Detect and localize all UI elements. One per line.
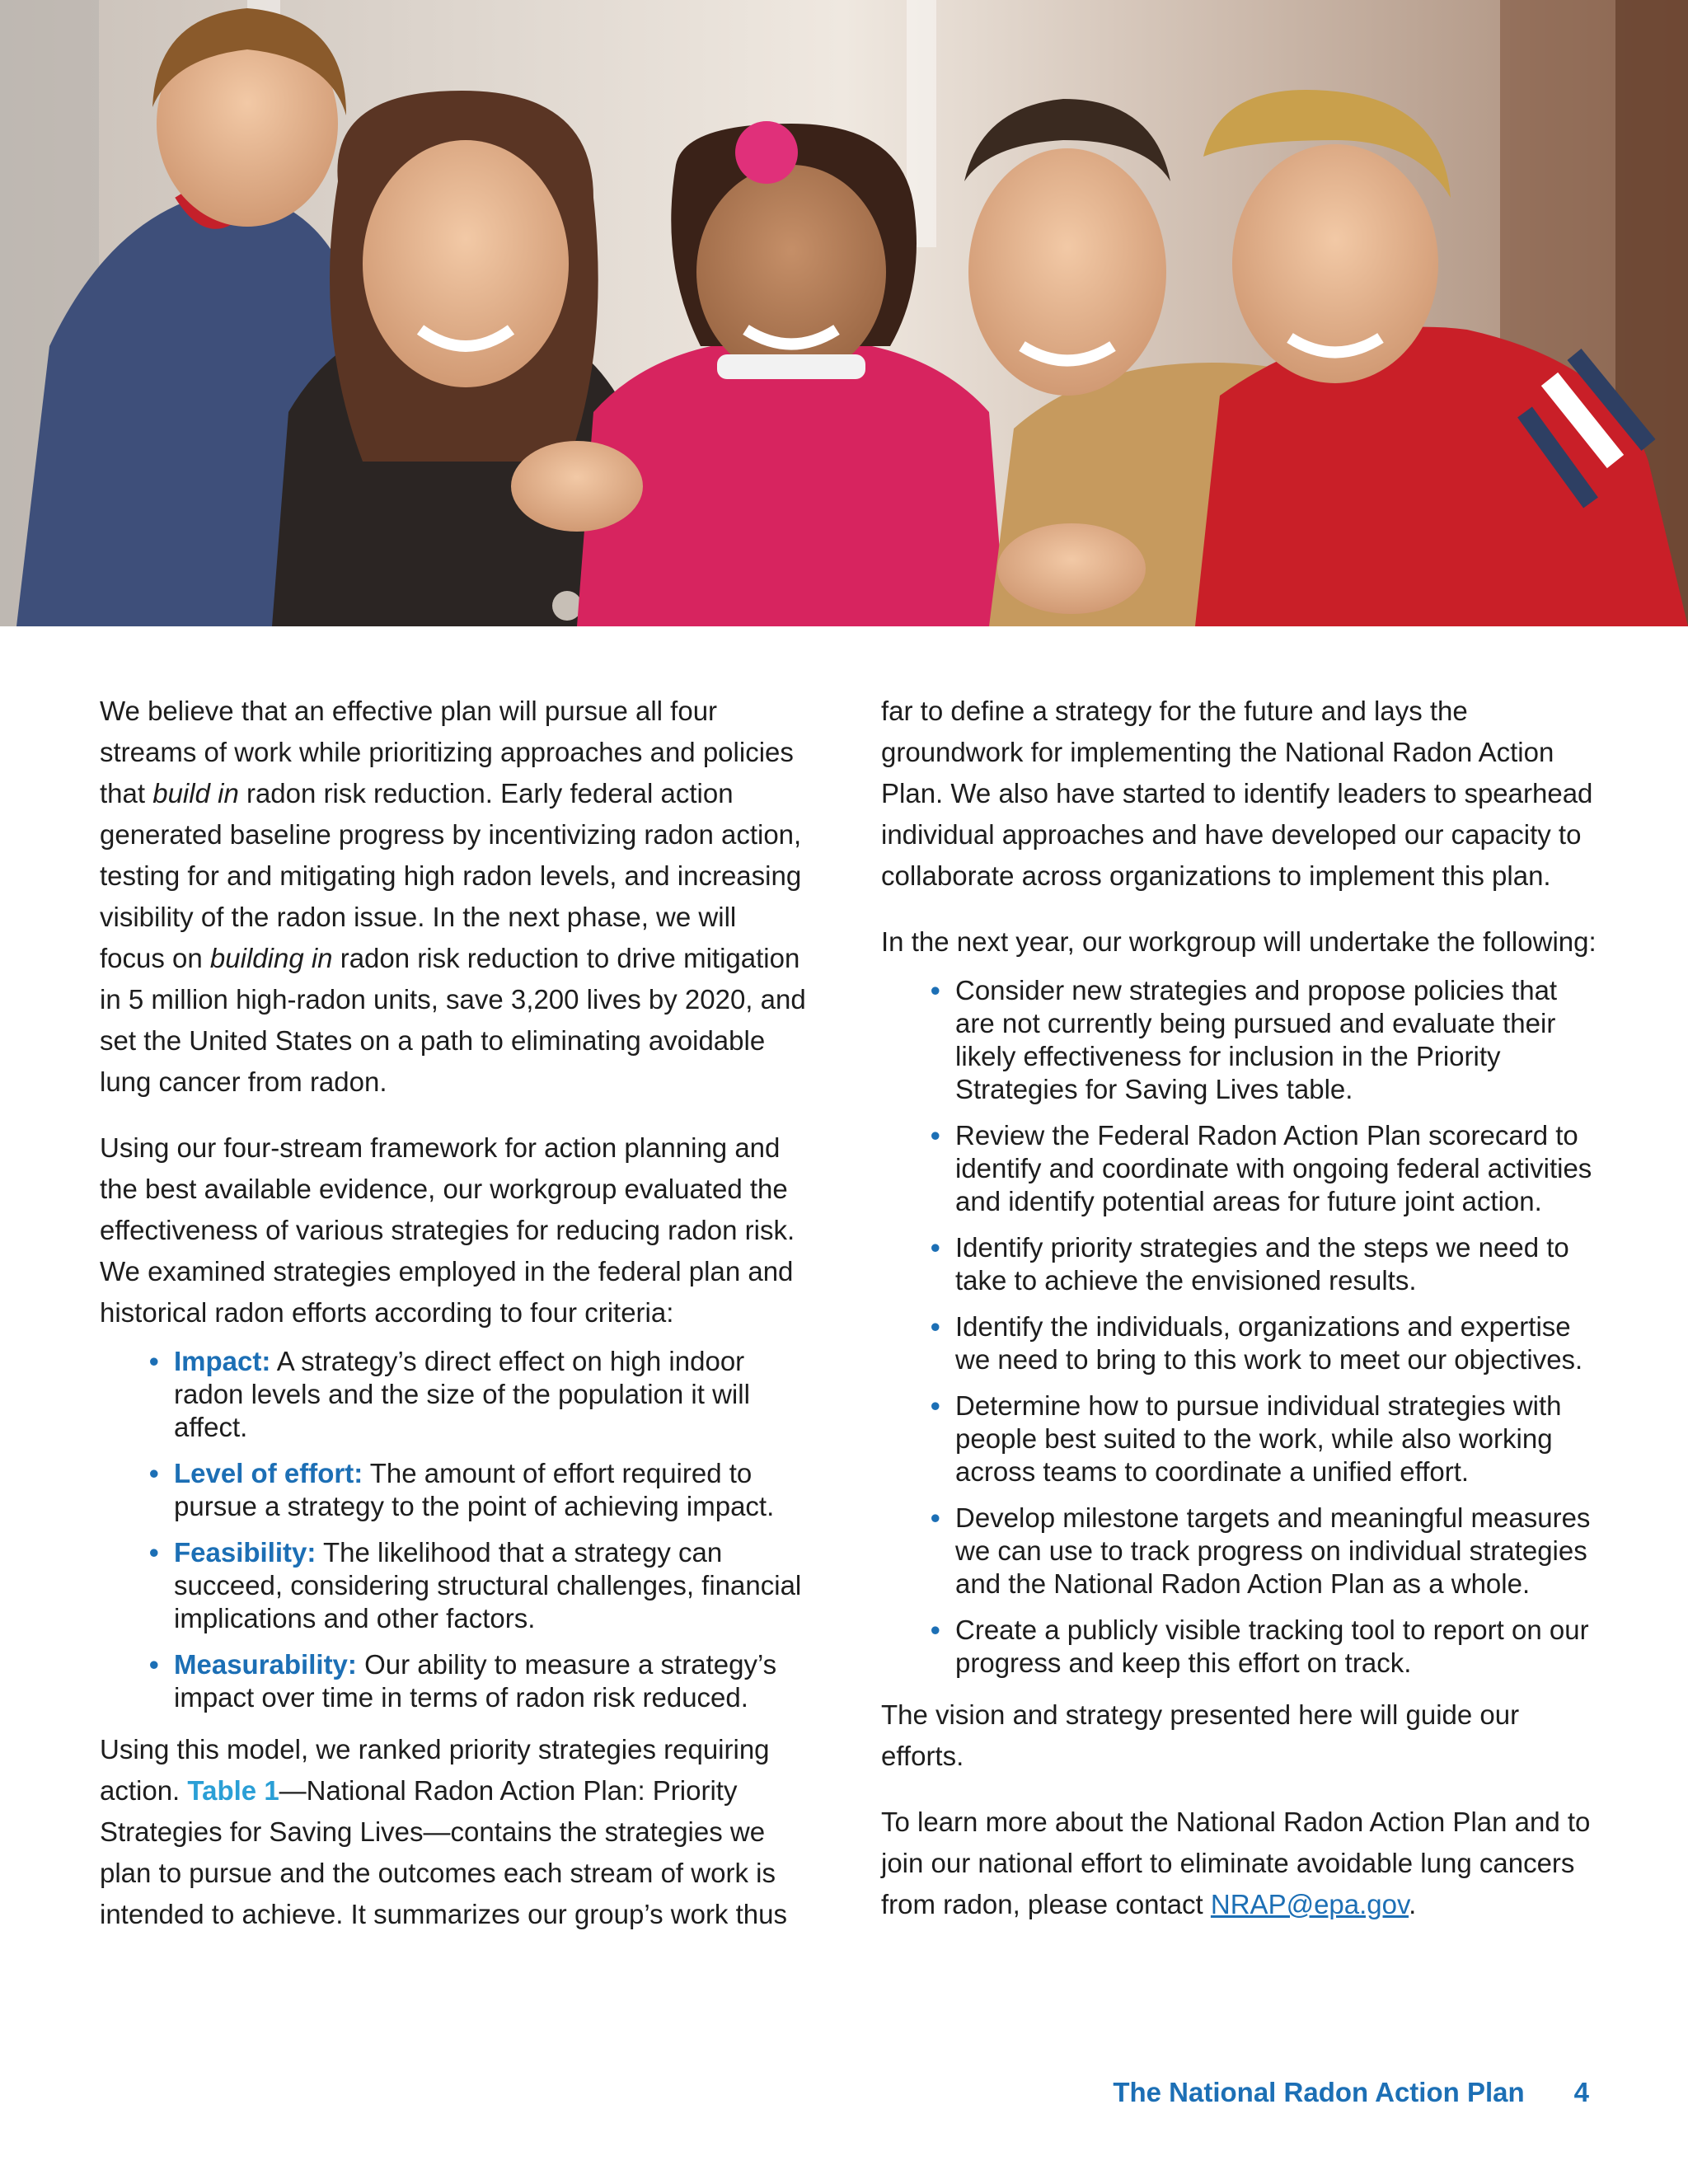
paragraph-ranking [100, 1729, 809, 1935]
list-item: • Review the Federal Radon Action Plan scorecard to identify and coordinate with ongoing federal activities and identify potential areas for future joint action. [955, 1119, 1598, 1218]
emphasis: building in [209, 943, 333, 973]
paragraph-contact [881, 1802, 1598, 1925]
emphasis: build in [152, 778, 239, 808]
criteria-text: The amount of effort required to pursue a strategy to the point of achieving impact. [174, 1458, 775, 1521]
list-item [174, 1536, 809, 1635]
family-photo [0, 0, 1688, 626]
criteria-text: A strategy’s direct effect on high indoor radon levels and the size of the population it will affect. [174, 1346, 750, 1442]
paragraph-next-year: In the next year, our workgroup will undertake the following: [881, 926, 1597, 957]
paragraph-intro [100, 691, 809, 1103]
list-item [174, 1457, 809, 1523]
text-span: —National Radon Action Plan: Priority Strategies for Saving Lives—contains the strategies we plan to pursue and the outcomes each stream of work is intended to achieve. It summarizes our group’s work thus [100, 1775, 787, 1929]
footer-title: The National Radon Action Plan [1113, 2077, 1525, 2107]
page-footer [1113, 2077, 1589, 2108]
criteria-term: Impact: [174, 1346, 271, 1376]
right-column [881, 691, 1598, 1950]
next-steps-list [881, 974, 1598, 1680]
list-item: • Create a publicly visible tracking tool to report on our progress and keep this effort on track. [955, 1614, 1598, 1680]
text-span: radon risk reduction. Early federal action generated baseline progress by incentivizing radon action, testing for and mitigating high radon levels, and increasing visibility of the radon issue. In the next phase, we will focus on [100, 778, 802, 973]
table-reference-link[interactable]: Table 1 [187, 1775, 279, 1806]
list-item: • Determine how to pursue individual strategies with people best suited to the work, while also working across teams to coordinate a unified effort. [955, 1390, 1598, 1488]
text-span: Using this model, we ranked priority strategies requiring action. [100, 1734, 770, 1806]
criteria-term: Measurability: [174, 1649, 357, 1680]
family-photo-icon [0, 0, 1688, 626]
list-item: • Identify the individuals, organizations and expertise we need to bring to this work to meet our objectives. [955, 1310, 1598, 1376]
email-link[interactable]: NRAP@epa.gov [1210, 1889, 1409, 1919]
text-span: . [1409, 1889, 1417, 1919]
criteria-term: Level of effort: [174, 1458, 363, 1488]
list-item [174, 1345, 809, 1444]
text-span: radon risk reduction to drive mitigation in 5 million high-radon units, save 3,200 lives by 2020, and set the United States on a path to eliminating avoidable lung cancer from radon. [100, 943, 806, 1097]
criteria-text: Our ability to measure a strategy’s impact over time in terms of radon risk reduced. [174, 1649, 777, 1713]
list-item: • Consider new strategies and propose policies that are not currently being pursued and evaluate their likely effectiveness for inclusion in the Priority Strategies for Saving Lives table. [955, 974, 1598, 1106]
criteria-text: The likelihood that a strategy can succeed, considering structural challenges, financial implications and other factors. [174, 1537, 802, 1633]
list-item: • Develop milestone targets and meaningful measures we can use to track progress on individual strategies and the National Radon Action Plan as a whole. [955, 1502, 1598, 1601]
criteria-term: Feasibility: [174, 1537, 316, 1568]
text-span: We believe that an effective plan will pursue all four streams of work while prioritizing approaches and policies that [100, 696, 794, 808]
paragraph-vision: The vision and strategy presented here will guide our efforts. [881, 1699, 1520, 1771]
paragraph-framework: Using our four-stream framework for action planning and the best available evidence, our workgroup evaluated the effectiveness of various strategies for reducing radon risk. We examined strategies employed in the federal plan and historical radon efforts according to four criteria: [100, 1132, 795, 1328]
list-item [174, 1648, 809, 1714]
list-item: • Identify priority strategies and the steps we need to take to achieve the envisioned results. [955, 1231, 1598, 1297]
left-column [100, 691, 809, 1960]
text-span: To learn more about the National Radon Action Plan and to join our national effort to eliminate avoidable lung cancers from radon, please contact [881, 1807, 1591, 1919]
paragraph-groundwork: far to define a strategy for the future and lays the groundwork for implementing the National Radon Action Plan. We also have started to identify leaders to spearhead individual approaches and have developed our capacity to collaborate across organizations to implement this plan. [881, 696, 1593, 891]
page-number: 4 [1573, 2077, 1589, 2107]
criteria-list [100, 1345, 809, 1714]
